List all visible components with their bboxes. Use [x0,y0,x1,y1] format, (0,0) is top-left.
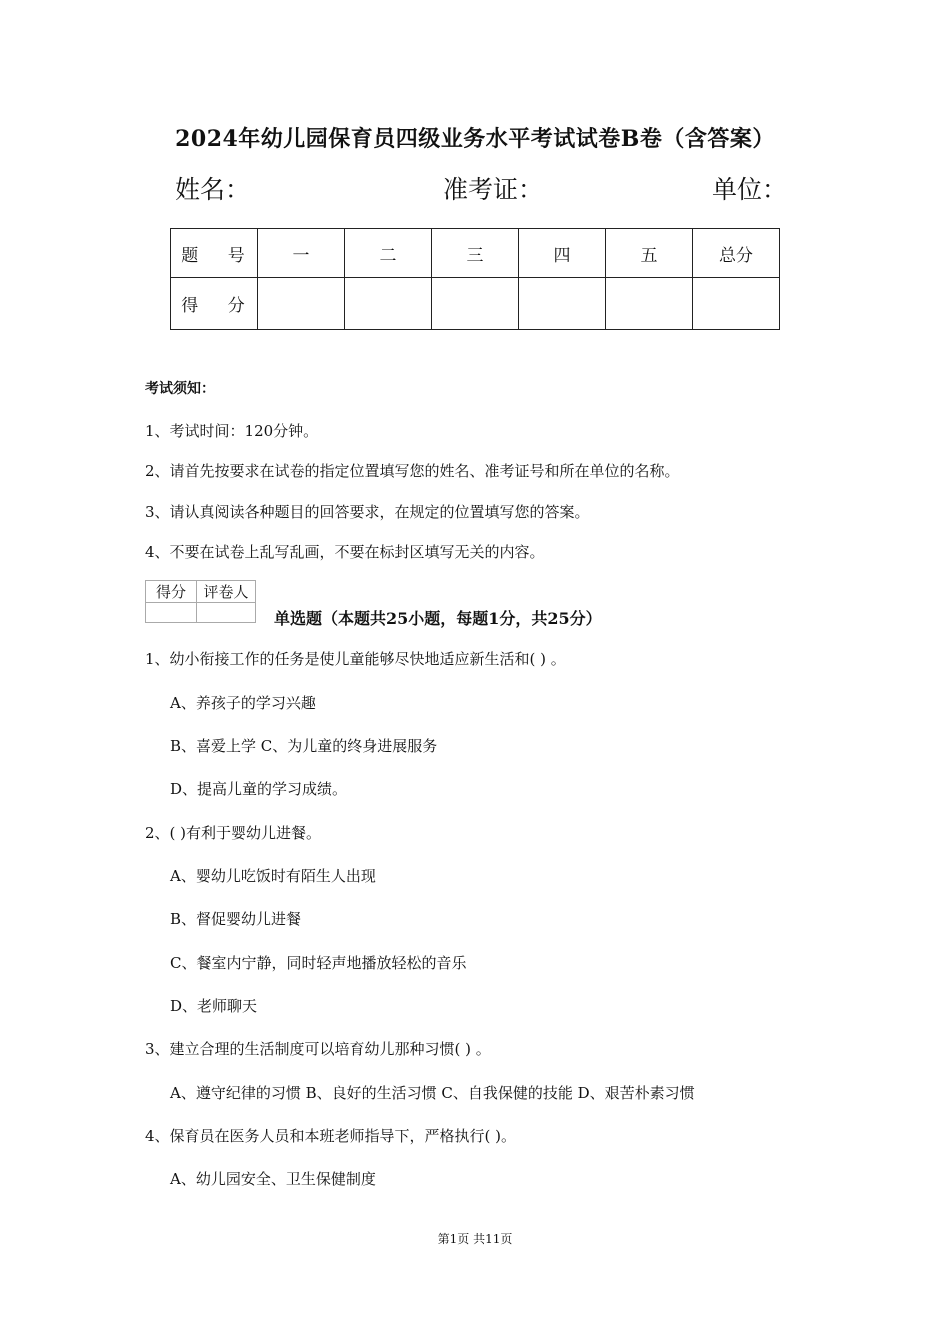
score-table [170,228,780,330]
header-cell-1: 一 [258,229,345,278]
grader-reviewer-cell[interactable] [197,603,256,623]
notice-item: 4、不要在试卷上乱写乱画，不要在标封区填写无关的内容。 [145,543,545,561]
question-stem: 1、幼小衔接工作的任务是使儿童能够尽快地适应新生活和( ) 。 [145,650,566,668]
question-option: A、遵守纪律的习惯 B、良好的生活习惯 C、自我保健的技能 D、艰苦朴素习惯 [170,1084,695,1102]
header-cell-5: 五 [606,229,693,278]
question-option: A、养孩子的学习兴趣 [170,694,316,712]
grader-score-cell[interactable] [146,603,197,623]
unit-label: 单位： [712,175,788,204]
section-title: 单选题（本题共25小题，每题1分，共25分） [274,609,602,628]
question-stem: 3、建立合理的生活制度可以培育幼儿那种习惯( ) 。 [145,1040,491,1058]
score-table-header-row [171,229,780,278]
score-row-label: 得 分 [171,278,258,330]
score-table-score-row [171,278,780,330]
question-option: C、餐室内宁静，同时轻声地播放轻松的音乐 [170,954,467,972]
score-cell[interactable] [606,278,693,330]
score-cell[interactable] [693,278,780,330]
question-option: A、婴幼儿吃饭时有陌生人出现 [170,867,376,885]
notice-item: 3、请认真阅读各种题目的回答要求，在规定的位置填写您的答案。 [145,503,590,521]
exam-title: 2024年幼儿园保育员四级业务水平考试试卷B卷（含答案） [175,126,775,152]
header-cell-total: 总分 [693,229,780,278]
question-option: B、喜爱上学 C、为儿童的终身进展服务 [170,737,438,755]
grader-reviewer-label: 评卷人 [197,581,256,603]
question-option: A、幼儿园安全、卫生保健制度 [170,1170,376,1188]
question-stem: 2、( )有利于婴幼儿进餐。 [145,824,322,842]
notice-item: 2、请首先按要求在试卷的指定位置填写您的姓名、准考证号和所在单位的名称。 [145,462,680,480]
grader-box [145,580,256,623]
question-option: B、督促婴幼儿进餐 [170,910,302,928]
grader-score-label: 得分 [146,581,197,603]
score-cell[interactable] [345,278,432,330]
exam-id-label: 准考证： [443,175,544,204]
header-cell-3: 三 [432,229,519,278]
notice-item: 1、考试时间：120分钟。 [145,422,319,440]
header-cell-2: 二 [345,229,432,278]
page-footer: 第1页 共11页 [437,1232,513,1246]
question-option: D、老师聊天 [170,997,258,1015]
question-option: D、提高儿童的学习成绩。 [170,780,348,798]
score-cell[interactable] [519,278,606,330]
candidate-info-row [175,170,788,204]
notice-title: 考试须知： [145,381,215,397]
score-cell[interactable] [258,278,345,330]
question-stem: 4、保育员在医务人员和本班老师指导下，严格执行( )。 [145,1127,517,1145]
header-cell-label: 题 号 [171,229,258,278]
name-label: 姓名： [175,175,251,204]
score-cell[interactable] [432,278,519,330]
header-cell-4: 四 [519,229,606,278]
